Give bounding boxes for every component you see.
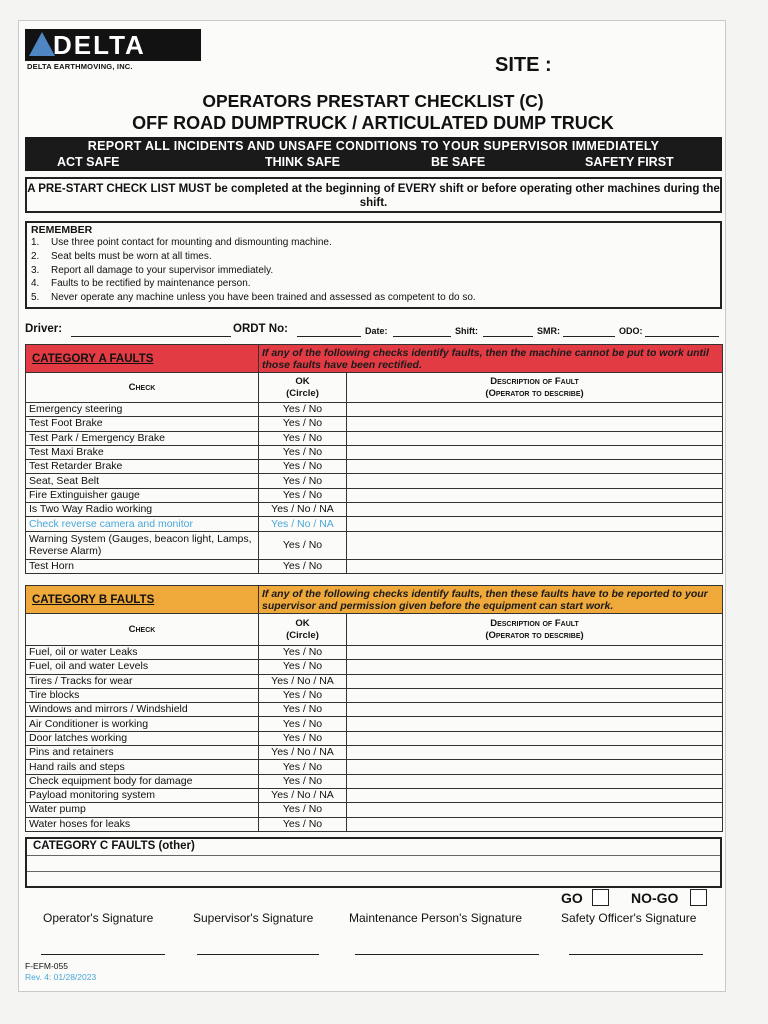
- list-item: 5. Never operate any machine unless you have been trained and assessed as competent to do so.: [31, 292, 476, 304]
- driver-field[interactable]: [71, 336, 231, 337]
- fault-description-cell[interactable]: [347, 460, 723, 474]
- check-header: Check: [26, 373, 259, 403]
- go-label: GO: [561, 890, 583, 906]
- check-item: Payload monitoring system: [26, 788, 259, 802]
- fault-description-cell[interactable]: [347, 717, 723, 731]
- checklist-sheet: [18, 20, 726, 992]
- category-b-table: [25, 585, 723, 832]
- ok-options[interactable]: Yes / No / NA: [259, 788, 347, 802]
- fault-description-cell[interactable]: [347, 817, 723, 831]
- ok-options[interactable]: Yes / No: [259, 431, 347, 445]
- category-a-title: CATEGORY A FAULTS: [26, 345, 259, 373]
- logo-wordmark: DELTA: [53, 30, 146, 60]
- operator-signature-label: Operator's Signature: [43, 911, 154, 925]
- fault-description-cell[interactable]: [347, 703, 723, 717]
- table-row: [26, 488, 723, 502]
- check-item: Warning System (Gauges, beacon light, Lamps, Reverse Alarm): [26, 531, 259, 559]
- table-row: [26, 717, 723, 731]
- table-row: [26, 431, 723, 445]
- fault-description-cell[interactable]: [347, 660, 723, 674]
- category-c-line[interactable]: [27, 855, 720, 856]
- operator-signature-line[interactable]: [41, 954, 165, 955]
- fault-description-cell[interactable]: [347, 760, 723, 774]
- category-c-box: [25, 837, 722, 888]
- fault-description-cell[interactable]: [347, 474, 723, 488]
- check-item: Hand rails and steps: [26, 760, 259, 774]
- table-row: [26, 646, 723, 660]
- table-row: [26, 460, 723, 474]
- ok-options[interactable]: Yes / No: [259, 417, 347, 431]
- ok-options[interactable]: Yes / No: [259, 703, 347, 717]
- date-label: Date:: [365, 326, 388, 336]
- check-item: Fuel, oil or water Leaks: [26, 646, 259, 660]
- ok-options[interactable]: Yes / No: [259, 803, 347, 817]
- smr-field[interactable]: [563, 336, 615, 337]
- nogo-label: NO-GO: [631, 890, 679, 906]
- ok-options[interactable]: Yes / No: [259, 646, 347, 660]
- check-header: Check: [26, 614, 259, 646]
- safety-officer-signature-line[interactable]: [569, 954, 703, 955]
- fault-description-cell[interactable]: [347, 731, 723, 745]
- check-item: Door latches working: [26, 731, 259, 745]
- maintenance-signature-line[interactable]: [355, 954, 539, 955]
- supervisor-signature-line[interactable]: [197, 954, 319, 955]
- supervisor-signature-label: Supervisor's Signature: [193, 911, 314, 925]
- category-c-title: CATEGORY C FAULTS (other): [33, 840, 195, 852]
- ok-options[interactable]: Yes / No: [259, 760, 347, 774]
- fault-description-cell[interactable]: [347, 674, 723, 688]
- ok-options[interactable]: Yes / No / NA: [259, 746, 347, 760]
- check-item: Windows and mirrors / Windshield: [26, 703, 259, 717]
- odo-field[interactable]: [645, 336, 719, 337]
- prestart-notice: A PRE-START CHECK LIST MUST be completed at the beginning of EVERY shift or before operating other machines during the shift.: [25, 177, 722, 213]
- remember-heading: REMEMBER: [31, 224, 93, 236]
- ok-options[interactable]: Yes / No / NA: [259, 517, 347, 531]
- fault-description-cell[interactable]: [347, 445, 723, 459]
- table-row: [26, 660, 723, 674]
- ok-options[interactable]: Yes / No / NA: [259, 503, 347, 517]
- ok-options[interactable]: Yes / No: [259, 531, 347, 559]
- ok-options[interactable]: Yes / No: [259, 445, 347, 459]
- check-item: Check reverse camera and monitor: [26, 517, 259, 531]
- ok-options[interactable]: Yes / No: [259, 774, 347, 788]
- list-item: 4. Faults to be rectified by maintenance person.: [31, 278, 251, 290]
- slogan-safety-first: SAFETY FIRST: [585, 155, 674, 169]
- form-subtitle: OFF ROAD DUMPTRUCK / ARTICULATED DUMP TRUCK: [132, 113, 614, 133]
- category-b-title: CATEGORY B FAULTS: [26, 586, 259, 614]
- table-row: [26, 503, 723, 517]
- form-title: OPERATORS PRESTART CHECKLIST (C): [202, 91, 544, 111]
- go-checkbox[interactable]: [592, 889, 609, 906]
- fault-description-cell[interactable]: [347, 488, 723, 502]
- fault-description-cell[interactable]: [347, 803, 723, 817]
- table-row: [26, 531, 723, 559]
- table-row: [26, 474, 723, 488]
- ok-options[interactable]: Yes / No: [259, 717, 347, 731]
- safety-officer-signature-label: Safety Officer's Signature: [561, 911, 697, 925]
- ok-options[interactable]: Yes / No: [259, 474, 347, 488]
- ok-options[interactable]: Yes / No: [259, 660, 347, 674]
- slogan-act-safe: ACT SAFE: [57, 155, 120, 169]
- table-row: [26, 817, 723, 831]
- ok-header: OK (Circle): [259, 373, 347, 403]
- check-item: Test Foot Brake: [26, 417, 259, 431]
- fault-description-cell[interactable]: [347, 559, 723, 573]
- table-row: [26, 559, 723, 573]
- check-item: Emergency steering: [26, 403, 259, 417]
- fault-description-cell[interactable]: [347, 788, 723, 802]
- category-c-line[interactable]: [27, 871, 720, 872]
- list-item: 3. Report all damage to your supervisor immediately.: [31, 264, 274, 276]
- fault-description-cell[interactable]: [347, 403, 723, 417]
- check-item: Air Conditioner is working: [26, 717, 259, 731]
- category-a-table: [25, 344, 723, 574]
- form-number: F-EFM-055: [25, 961, 68, 971]
- maintenance-signature-label: Maintenance Person's Signature: [349, 911, 523, 925]
- site-label: SITE :: [495, 54, 552, 76]
- smr-label: SMR:: [537, 326, 560, 336]
- safety-banner: [25, 137, 722, 171]
- ok-options[interactable]: Yes / No: [259, 403, 347, 417]
- check-item: Water pump: [26, 803, 259, 817]
- check-item: Water hoses for leaks: [26, 817, 259, 831]
- fault-description-cell[interactable]: [347, 417, 723, 431]
- check-item: Tire blocks: [26, 688, 259, 702]
- slogan-think-safe: THINK SAFE: [265, 155, 340, 169]
- table-row: [26, 760, 723, 774]
- shift-label: Shift:: [455, 326, 478, 336]
- ordt-field[interactable]: [297, 336, 361, 337]
- ok-options[interactable]: Yes / No: [259, 688, 347, 702]
- nogo-checkbox[interactable]: [690, 889, 707, 906]
- check-item: Check equipment body for damage: [26, 774, 259, 788]
- table-row: [26, 688, 723, 702]
- fault-description-cell[interactable]: [347, 646, 723, 660]
- banner-report-line: REPORT ALL INCIDENTS AND UNSAFE CONDITIONS TO YOUR SUPERVISOR IMMEDIATELY: [87, 139, 660, 153]
- check-item: Seat, Seat Belt: [26, 474, 259, 488]
- remember-box: [25, 221, 722, 309]
- check-item: Test Horn: [26, 559, 259, 573]
- category-a-warning: If any of the following checks identify faults, then the machine cannot be put to work until those faults have been rectified.: [259, 345, 723, 373]
- check-item: Pins and retainers: [26, 746, 259, 760]
- table-row: [26, 788, 723, 802]
- fault-description-cell[interactable]: [347, 503, 723, 517]
- fault-description-cell[interactable]: [347, 774, 723, 788]
- check-item: Is Two Way Radio working: [26, 503, 259, 517]
- slogan-be-safe: BE SAFE: [431, 155, 486, 169]
- ok-options[interactable]: Yes / No: [259, 559, 347, 573]
- delta-triangle-icon: [29, 32, 55, 56]
- table-row: [26, 674, 723, 688]
- ok-options[interactable]: Yes / No: [259, 488, 347, 502]
- table-row: [26, 517, 723, 531]
- ok-header: OK (Circle): [259, 614, 347, 646]
- check-item: Test Maxi Brake: [26, 445, 259, 459]
- shift-field[interactable]: [483, 336, 533, 337]
- table-row: [26, 746, 723, 760]
- date-field[interactable]: [393, 336, 451, 337]
- table-row: [26, 417, 723, 431]
- ok-options[interactable]: Yes / No: [259, 817, 347, 831]
- fault-description-cell[interactable]: [347, 431, 723, 445]
- ok-options[interactable]: Yes / No: [259, 731, 347, 745]
- description-header: Description of Fault (Operator to describe): [347, 614, 723, 646]
- check-item: Fire Extinguisher gauge: [26, 488, 259, 502]
- ordt-label: ORDT No:: [233, 323, 288, 335]
- table-row: [26, 445, 723, 459]
- fault-description-cell[interactable]: [347, 746, 723, 760]
- check-item: Test Park / Emergency Brake: [26, 431, 259, 445]
- table-row: [26, 803, 723, 817]
- delta-logo: [25, 29, 201, 61]
- check-item: Fuel, oil and water Levels: [26, 660, 259, 674]
- check-item: Test Retarder Brake: [26, 460, 259, 474]
- check-item: Tires / Tracks for wear: [26, 674, 259, 688]
- ok-options[interactable]: Yes / No: [259, 460, 347, 474]
- remember-list: [31, 236, 716, 305]
- list-item: 2. Seat belts must be worn at all times.: [31, 250, 212, 262]
- category-b-warning: If any of the following checks identify faults, then these faults have to be reported to your supervisor and permission given before the equipment can start work.: [259, 586, 723, 614]
- driver-label: Driver:: [25, 323, 63, 335]
- operator-details: [25, 323, 725, 339]
- fault-description-cell[interactable]: [347, 531, 723, 559]
- table-row: [26, 731, 723, 745]
- table-row: [26, 403, 723, 417]
- odo-label: ODO:: [619, 326, 643, 336]
- list-item: 1. Use three point contact for mounting and dismounting machine.: [31, 237, 332, 248]
- fault-description-cell[interactable]: [347, 688, 723, 702]
- table-row: [26, 774, 723, 788]
- ok-options[interactable]: Yes / No / NA: [259, 674, 347, 688]
- fault-description-cell[interactable]: [347, 517, 723, 531]
- table-row: [26, 703, 723, 717]
- description-header: Description of Fault (Operator to describe): [347, 373, 723, 403]
- logo-subtitle: DELTA EARTHMOVING, INC.: [27, 62, 133, 71]
- revision-date: Rev. 4: 01/28/2023: [25, 972, 97, 982]
